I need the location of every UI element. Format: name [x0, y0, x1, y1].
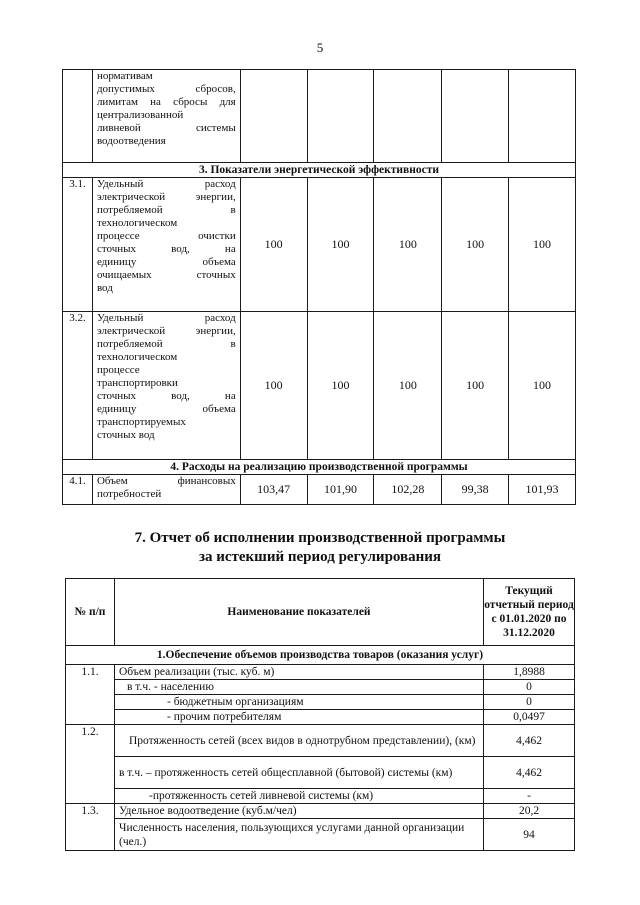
- heading-line-1: 7. Отчет об исполнении производственной программы: [134, 530, 506, 546]
- report-table: [65, 578, 575, 851]
- value-cell: 100: [240, 178, 307, 312]
- section-row: [63, 460, 576, 475]
- value-cell: 101,90: [307, 475, 374, 505]
- section-row: [66, 646, 575, 665]
- value-cell: 100: [442, 178, 509, 312]
- row-value: 0: [484, 680, 575, 695]
- table-row: [63, 70, 576, 163]
- value-cell: 103,47: [240, 475, 307, 505]
- heading-line-2: за истекший период регулирования: [198, 549, 442, 565]
- table-row: [66, 665, 575, 680]
- value-cell: 100: [307, 178, 374, 312]
- row-number: 1.2.: [66, 725, 115, 804]
- value-cell: 101,93: [509, 475, 576, 505]
- table-row: [66, 819, 575, 851]
- section-4-title: 4. Расходы на реализацию производственной программы: [63, 460, 576, 475]
- row-number: 3.2.: [63, 312, 93, 460]
- header-period: Текущий отчетный период с 01.01.2020 по 31.12.2020: [484, 579, 575, 646]
- section-3-title: 3. Показатели энергетической эффективности: [63, 163, 576, 178]
- table-row: [66, 680, 575, 695]
- row-value: 0: [484, 695, 575, 710]
- row-description: Объем финансовых потребностей: [92, 475, 240, 505]
- header-name: Наименование показателей: [115, 579, 484, 646]
- value-cell: 100: [374, 178, 442, 312]
- row-name: - бюджетным организациям: [115, 695, 484, 710]
- row-number: 3.1.: [63, 178, 93, 312]
- row-number: 1.1.: [66, 665, 115, 725]
- row-value: 0,0497: [484, 710, 575, 725]
- value-cell: 100: [307, 312, 374, 460]
- value-cell: 100: [240, 312, 307, 460]
- row-value: 94: [484, 819, 575, 851]
- page-number: 5: [316, 40, 324, 55]
- row-name: -протяженность сетей ливневой системы (км): [115, 789, 484, 804]
- value-cell: 99,38: [442, 475, 509, 505]
- row-name: в т.ч. - населению: [115, 680, 484, 695]
- row-name: Удельное водоотведение (куб.м/чел): [115, 804, 484, 819]
- row-name: Объем реализации (тыс. куб. м): [115, 665, 484, 680]
- header-number: № п/п: [66, 579, 115, 646]
- table-row: [66, 710, 575, 725]
- row-number: 4.1.: [63, 475, 93, 505]
- row-name: в т.ч. – протяженность сетей общесплавной (бытовой) системы (км): [115, 757, 484, 789]
- row-value: 4,462: [484, 725, 575, 757]
- value-cell: 100: [442, 312, 509, 460]
- row-name: - прочим потребителям: [115, 710, 484, 725]
- header-row: [66, 579, 575, 646]
- row-value: 1,8988: [484, 665, 575, 680]
- table-row: [66, 789, 575, 804]
- row-name: Протяженность сетей (всех видов в однотрубном представлении), (км): [115, 725, 484, 757]
- value-cell: 100: [509, 312, 576, 460]
- row-name: Численность населения, пользующихся услугами данной организации (чел.): [115, 819, 484, 851]
- section-row: [63, 163, 576, 178]
- report-heading: [0, 529, 640, 567]
- table-row: [63, 178, 576, 312]
- row-number: 1.3.: [66, 804, 115, 851]
- value-cell: 100: [509, 178, 576, 312]
- value-cell: 102,28: [374, 475, 442, 505]
- section-1-title: 1.Обеспечение объемов производства товаров (оказания услуг): [66, 646, 575, 665]
- row-value: -: [484, 789, 575, 804]
- row-value: 20,2: [484, 804, 575, 819]
- indicators-table-continued: [62, 69, 576, 505]
- table-row: [66, 725, 575, 757]
- row-value: 4,462: [484, 757, 575, 789]
- table-row: [66, 757, 575, 789]
- table-row: [63, 312, 576, 460]
- table-row: [63, 475, 576, 505]
- row-description: Удельный расход электрической энергии, потребляемой в технологическом процессе очистки сточных вод, на единицу объема очищаемых сточных вод: [92, 178, 240, 312]
- value-cell: 100: [374, 312, 442, 460]
- row-description: нормативам допустимых сбросов, лимитам на сбросы для централизованной ливневой системы водоотведения: [92, 70, 240, 163]
- table-row: [66, 695, 575, 710]
- table-row: [66, 804, 575, 819]
- row-description: Удельный расход электрической энергии, потребляемой в технологическом процессе транспортировки сточных вод, на единицу объема транспортируемых сточных вод: [92, 312, 240, 460]
